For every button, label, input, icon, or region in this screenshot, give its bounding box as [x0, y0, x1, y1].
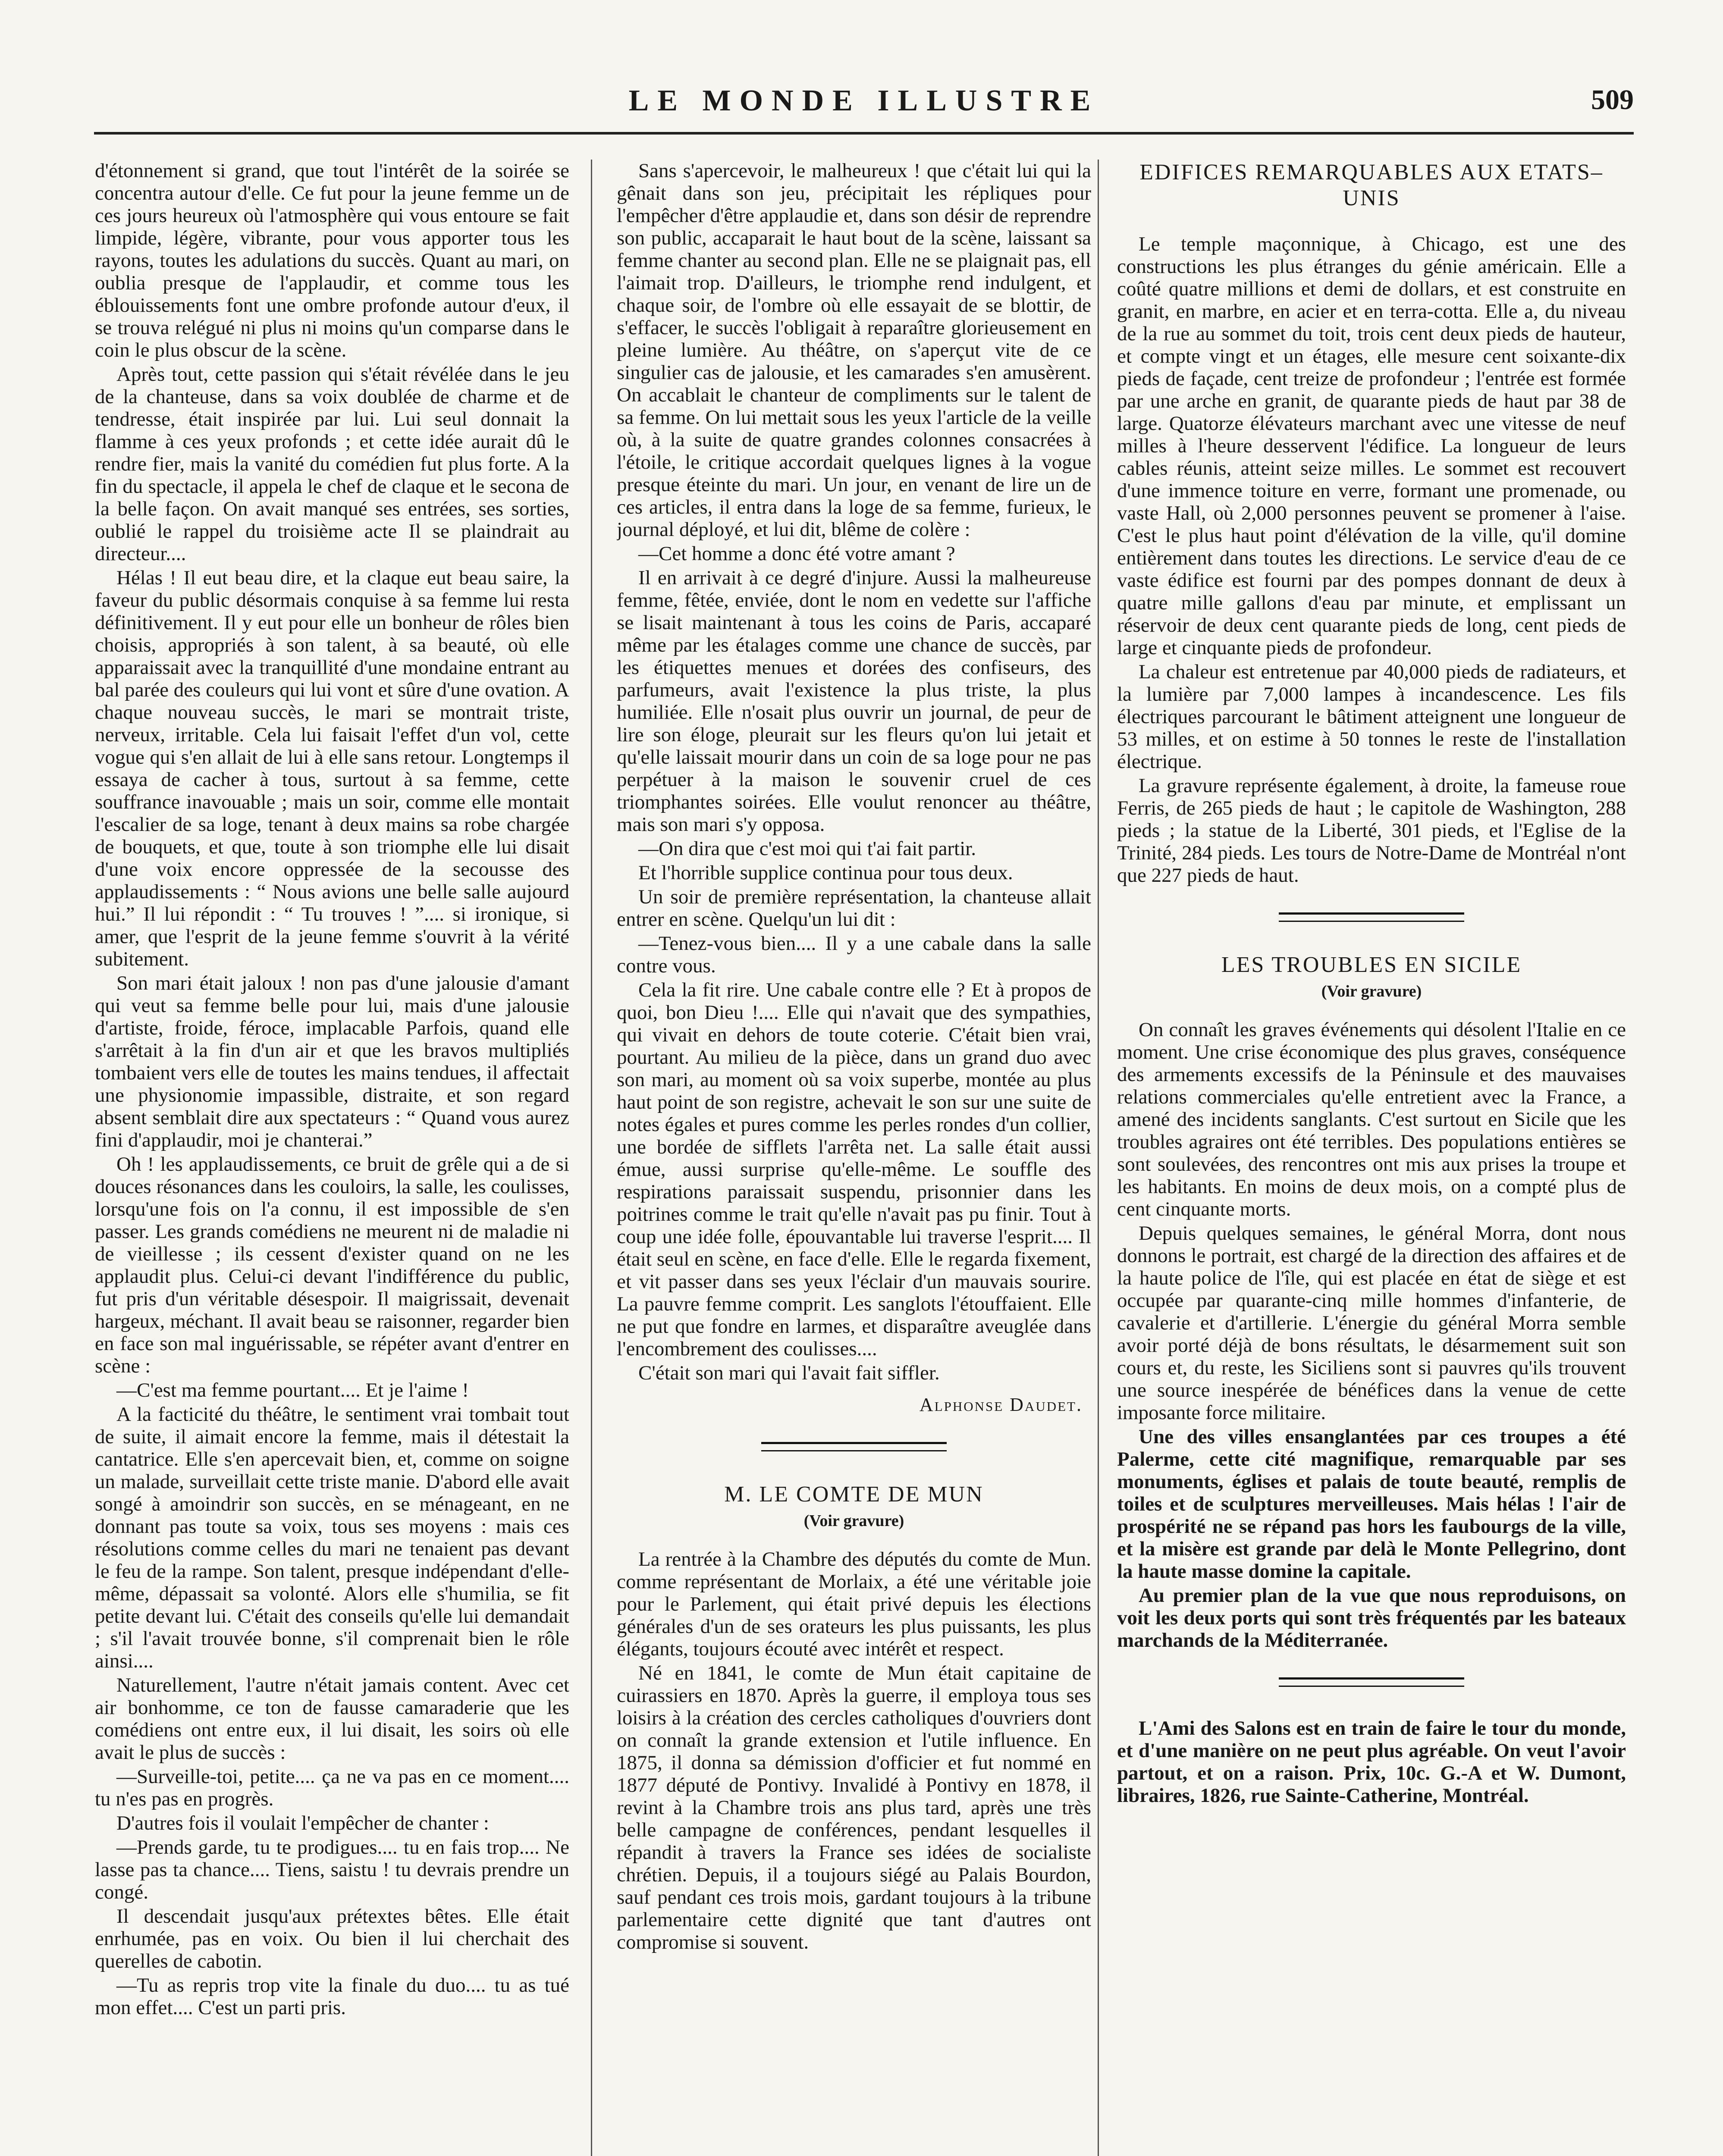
section-divider: [1279, 1677, 1464, 1687]
paragraph: Une des villes ensanglantées par ces troupes a été Palerme, cette cité magnifique, remarquable par ses monuments, églises et palais de toute beauté, remplis de toiles et de sculptures merveilleuses. Mais hélas ! l'air de prospérité ne se répand pas hors les faubourgs de la ville, et la misère est grande par delà le Monte Pellegrino, dont la haute masse domine la capitale.: [1117, 1426, 1626, 1583]
column-middle: [617, 160, 1091, 2156]
paragraph: Sans s'apercevoir, le malheureux ! que c'était lui qui la gênait dans son jeu, précipitait les répliques pour l'empêcher d'être applaudie et, dans son désir de reprendre son public, accaparait le haut bout de la scène, laissant sa femme chanter au second plan. Elle ne se plaignait pas, ell l'aimait trop. D'ailleurs, le triomphe rend indulgent, et chaque soir, de l'ombre où elle essayait de se blottir, de s'effacer, le succès l'obligait à reparaître glorieusement en pleine lumière. Au théâtre, on s'aperçut vite de ce singulier cas de jalousie, et les camarades s'en amusèrent. On accablait le chanteur de compliments sur le talent de sa femme. On lui mettait sous les yeux l'article de la veille où, à la suite de quatre grandes colonnes consacrées à l'étoile, le critique accordait quelques lignes à la vogue presque éteinte du mari. Un jour, en venant de lire un de ces articles, il entra dans la loge de sa femme, furieux, le journal déployé, et lui dit, blême de colère :: [617, 160, 1091, 541]
paragraph: —Tenez-vous bien.... Il y a une cabale dans la salle contre vous.: [617, 932, 1091, 977]
paragraph: Un soir de première représentation, la chanteuse allait entrer en scène. Quelqu'un lui dit :: [617, 886, 1091, 931]
column-left: [95, 160, 569, 2156]
paragraph: A la facticité du théâtre, le sentiment vrai tombait tout de suite, il aimait encore la femme, mais il détestait la cantatrice. Elle s'en apercevait bien, et, comme on soigne un malade, surveillait cette triste manie. D'abord elle avait songé à amoindrir son succès, en se ménageant, en ne donnant pas toute sa voix, tous ses moyens : mais ces résolutions comme celles du mari ne tenaient pas devant le feu de la rampe. Son talent, presque indépendant d'elle-même, dépassait sa volonté. Alors elle s'humilia, se fit petite devant lui. C'était des conseils qu'elle lui demandait ; s'il l'avait trouvée bonne, s'il comprenait bien le rôle ainsi....: [95, 1403, 569, 1672]
article-subtitle: (Voir gravure): [1321, 982, 1422, 1000]
paragraph: Naturellement, l'autre n'était jamais content. Avec cet air bonhomme, ce ton de fausse camaraderie que les comédiens ont entre eux, il lui disait, les soirs où elle avait le plus de succès :: [95, 1674, 569, 1764]
column-right: [1117, 160, 1626, 2156]
paragraph: Après tout, cette passion qui s'était révélée dans le jeu de la chanteuse, dans sa voix doublée de charme et de tendresse, était inspirée par lui. Lui seul donnait la flamme à ces yeux profonds ; et cette idée aurait dû le rendre fier, mais la vanité du comédien fut plus forte. A la fin du spectacle, il appela le chef de claque et le secona de la belle façon. On avait manqué ses entrées, ses sorties, oublié le rappel du troisième acte Il se plaindrait au directeur....: [95, 363, 569, 565]
article-title: M. LE COMTE DE MUN: [724, 1482, 984, 1507]
paragraph: —C'est ma femme pourtant.... Et je l'aime !: [116, 1379, 469, 1401]
paragraph: —Cet homme a donc été votre amant ?: [638, 542, 955, 565]
paragraph: La chaleur est entretenue par 40,000 pieds de radiateurs, et la lumière par 7,000 lampes à incandescence. Les fils électriques parcourant le bâtiment atteignent une longueur de 53 milles, et on estime à 50 tonnes le reste de l'installation électrique.: [1117, 661, 1626, 773]
paragraph: Depuis quelques semaines, le général Morra, dont nous donnons le portrait, est chargé de la direction des affaires et de la haute police de l'île, qui est placée en état de siège et est occupée par quarante-cinq mille hommes d'infanterie, de cavalerie et d'artillerie. L'énergie du général Morra semble avoir porté déjà de bons résultats, le désarmement suit son cours et, du reste, les Siciliens sont si pauvres qu'ils trouvent une source inespérée de bénéfices dans la venue de cette imposante force militaire.: [1117, 1222, 1626, 1424]
running-head: [94, 78, 1634, 125]
paragraph: Né en 1841, le comte de Mun était capitaine de cuirassiers en 1870. Après la guerre, il employa tous ses loisirs à la création des cercles catholiques d'ouvriers dont on connaît la grande extension et l'utile influence. En 1875, il donna sa démission d'officier et fut nommé en 1877 député de Pontivy. Invalidé à Pontivy en 1878, il revint à la Chambre trois ans plus tard, après une très belle campagne de conférences, pendant lesquelles il répandit à travers la France ses idées de socialiste chrétien. Depuis, il a toujours siégé au Palais Bourdon, sauf pendant ces trois mois, gardant toujours à la tribune parlementaire cette dignité que tant d'autres ont compromise si souvent.: [617, 1662, 1091, 1953]
paragraph: La gravure représente également, à droite, la fameuse roue Ferris, de 265 pieds de haut ; le capitole de Washington, 288 pieds ; la statue de la Liberté, 301 pieds, et l'Eglise de la Trinité, 284 pieds. Les tours de Notre-Dame de Montréal n'ont que 227 pieds de haut.: [1117, 774, 1626, 887]
header-rule: [94, 132, 1634, 135]
column-divider: [591, 160, 592, 2156]
paragraph: d'étonnement si grand, que tout l'intérêt de la soirée se concentra autour d'elle. Ce fut pour la jeune femme un de ces jours heureux où l'atmosphère qui vous entoure se fait limpide, légère, vibrante, pour vous apporter tous les rayons, toutes les adulations du succès. Quant au mari, on oublia presque de l'applaudir, et comme tous les éblouissements font une ombre profonde autour d'eux, il se trouva relégué ni plus ni moins qu'un comparse dans le coin le plus obscur de la scène.: [95, 160, 569, 361]
paragraph: Il en arrivait à ce degré d'injure. Aussi la malheureuse femme, fêtée, enviée, dont le nom en vedette sur l'affiche se lisait maintenant à tous les coins de Paris, accaparé même par les étalages comme une chance de succès, par les étiquettes menues et dorées des confiseurs, des parfumeurs, avait l'existence la plus triste, la plus humiliée. Elle n'osait plus ouvrir un journal, de peur de lire son éloge, pleurait sur les fleurs qu'on lui jetait et qu'elle laissait mourir dans un coin de sa loge pour ne pas perpétuer à la maison le souvenir cruel de ces triomphantes soirées. Elle voulut renoncer au théâtre, mais son mari s'y opposa.: [617, 567, 1091, 836]
paragraph: D'autres fois il voulait l'empêcher de chanter :: [116, 1812, 489, 1834]
masthead-title: LE MONDE ILLUSTRE: [628, 84, 1099, 117]
article-title: LES TROUBLES EN SICILE: [1221, 953, 1522, 977]
column-divider: [1098, 160, 1099, 2156]
paragraph: —Tu as repris trop vite la finale du duo.... tu as tué mon effet.... C'est un parti pris.: [95, 1974, 569, 2019]
paragraph: —Prends garde, tu te prodigues.... tu en fais trop.... Ne lasse pas ta chance.... Tiens, saistu ! tu devrais prendre un congé.: [95, 1836, 569, 1903]
paragraph: Au premier plan de la vue que nous reproduisons, on voit les deux ports qui sont très fréquentés par les bateaux marchands de la Méditerranée.: [1117, 1584, 1626, 1651]
paragraph: Il descendait jusqu'aux prétextes bêtes. Elle était enrhumée, pas en voix. Ou bien il lui cherchait des querelles de cabotin.: [95, 1905, 569, 1972]
paragraph: C'était son mari qui l'avait fait siffler.: [638, 1362, 940, 1384]
paragraph: Cela la fit rire. Une cabale contre elle ? Et à propos de quoi, bon Dieu !.... Elle qui n'avait que des sympathies, qui vivait en dehors de toute coterie. C'était bien vrai, pourtant. Au milieu de la pièce, dans un grand duo avec son mari, au moment où sa voix superbe, montée au plus haut point de son registre, achevait le son sur une suite de notes égales et pures comme les perles rondes d'un collier, une bordée de sifflets l'arrêta net. La salle était aussi émue, aussi surprise qu'elle-même. Le souffle des respirations paraissait suspendu, prisonnier dans les poitrines comme le trait qu'elle n'avait pas pu finir. Tout à coup une idée folle, épouvantable lui traverse l'esprit.... Il était seul en scène, en face d'elle. Elle le regarda fixement, et vit passer dans ses yeux l'éclair d'un mauvais sourire. La pauvre femme comprit. Les sanglots l'étouffaient. Elle ne put que fondre en larmes, et disparaître aveuglée dans l'encombrement des coulisses....: [617, 979, 1091, 1360]
article-subtitle: (Voir gravure): [803, 1512, 904, 1530]
paragraph: Oh ! les applaudissements, ce bruit de grêle qui a de si douces résonances dans les couloirs, la salle, les coulisses, lorsqu'une fois on l'a connu, il est impossible de s'en passer. Les grands comédiens ne meurent ni de maladie ni de vieillesse ; ils cessent d'exister quand on ne les applaudit plus. Celui-ci devant l'indifférence du public, fut pris d'un véritable désespoir. Il maigrissait, devenait hargeux, méchant. Il avait beau se raisonner, regarder bien en face son mal inguérissable, se répéter avant d'entrer en scène :: [95, 1153, 569, 1377]
paragraph: Hélas ! Il eut beau dire, et la claque eut beau saire, la faveur du public désormais conquise à sa femme lui resta définitivement. Il y eut pour elle un bonheur de rôles bien choisis, appropriés à son talent, à sa beauté, où elle apparaissait avec la tranquillité d'une mondaine entrant au bal parée des couleurs qui lui vont et sûre d'une ovation. A chaque nouveau succès, le mari se montrait triste, nerveux, irritable. Cela lui faisait l'effet d'un vol, cette vogue qui s'en allait de lui à elle sans retour. Longtemps il essaya de cacher à tous, surtout à sa femme, cette souffrance inavouable ; mais un soir, comme elle montait l'escalier de sa loge, tenant à deux mains sa robe chargée de bouquets, et que, toute à son triomphe elle lui disait d'une voix encore oppressée de la secousse des applaudissements : “ Nous avions une belle salle aujourd hui.” Il lui répondit : “ Tu trouves ! ”.... si ironique, si amer, que l'esprit de la jeune femme s'ouvrit à la vérité subitement.: [95, 567, 569, 970]
paragraph: —Surveille-toi, petite.... ça ne va pas en ce moment.... tu n'es pas en progrès.: [95, 1765, 569, 1810]
article-title: EDIFICES REMARQUABLES AUX ETATS–UNIS: [1139, 160, 1604, 210]
paragraph: —On dira que c'est moi qui t'ai fait partir.: [638, 837, 976, 860]
advertisement: L'Ami des Salons est en train de faire le tour du monde, et d'une manière on ne peut plus agréable. On veut l'avoir partout, et on a raison. Prix, 10c. G.-A et W. Dumont, libraires, 1826, rue Sainte-Catherine, Montréal.: [1117, 1717, 1626, 1807]
paragraph: Le temple maçonnique, à Chicago, est une des constructions les plus étranges du génie américain. Elle a coûté quatre millions et demi de dollars, et est construite en granit, en marbre, en acier et en terra-cotta. Elle a, du niveau de la rue au sommet du toit, trois cent deux pieds de hauteur, et compte vingt et un étages, elle mesure cent soixante-dix pieds de façade, cent treize de profondeur ; l'entrée est formée par une arche en granit, de quarante pieds de haut par 38 de large. Quatorze élévateurs marchant avec une vitesse de neuf milles à l'heure desservent l'édifice. La longueur de leurs cables réunis, atteint seize milles. Le sommet est recouvert d'une immence toiture en verre, formant une promenade, ou vaste Hall, où 2,000 personnes peuvent se promener à l'aise. C'est le plus haut point d'élévation de la ville, qu'il domine entièrement dans toutes les directions. Le service d'eau de ce vaste édifice est fourni par des pompes donnant de deux à quatre mille gallons d'eau par minute, et emplissant un réservoir de deux cent quarante pieds de long, cent pieds de large et cinquante pieds de profondeur.: [1117, 233, 1626, 659]
paragraph: Et l'horrible supplice continua pour tous deux.: [638, 862, 1013, 884]
paragraph: La rentrée à la Chambre des députés du comte de Mun. comme représentant de Morlaix, a été une véritable joie pour le Parlement, qui était privé depuis les élections générales d'un de ses orateurs les plus puissants, les plus élégants, toujours écouté avec intérêt et respect.: [617, 1548, 1091, 1660]
paragraph: Son mari était jaloux ! non pas d'une jalousie d'amant qui veut sa femme belle pour lui, mais d'une jalousie d'artiste, froide, féroce, implacable Parfois, quand elle s'arrêtait à la fin d'un air et que les bravos multipliés tombaient vers elle de toutes les mains tendues, il affectait une physionomie impassible, distraite, et son regard absent semblait dire aux spectateurs : “ Quand vous aurez fini d'applaudir, moi je chanterai.”: [95, 972, 569, 1151]
section-divider: [761, 1442, 947, 1451]
section-divider: [1279, 912, 1464, 922]
page-number: 509: [1591, 84, 1634, 116]
author-signature: Alphonse Daudet.: [919, 1394, 1083, 1415]
paragraph: On connaît les graves événements qui désolent l'Italie en ce moment. Une crise économique des plus graves, conséquence des armements excessifs de la Péninsule et des mauvaises relations commerciales qu'elle entretient avec la France, a amené des incidents sanglants. C'est surtout en Sicile que les troubles agraires ont été terribles. Des populations entières se sont soulevées, des rencontres ont mis aux prises la troupe et les habitants. En moins de deux mois, on a compté plus de cent cinquante morts.: [1117, 1018, 1626, 1220]
